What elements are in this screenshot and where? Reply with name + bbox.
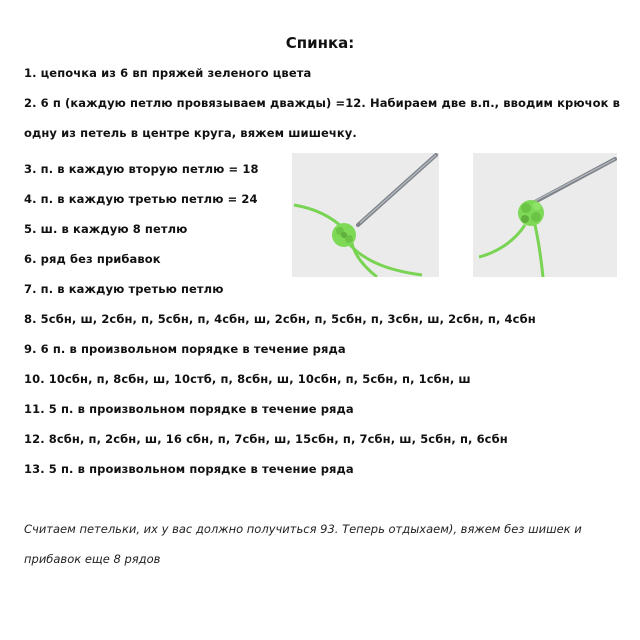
step-11: 11. 5 п. в произвольном порядке в течение ряда: [24, 402, 354, 416]
note-line-1: Считаем петельки, их у вас должно получиться 93. Теперь отдыхаем), вяжем без шишек и: [24, 522, 582, 536]
step-12: 12. 8сбн, п, 2сбн, ш, 16 сбн, п, 7сбн, ш, 15сбн, п, 7сбн, ш, 5сбн, п, 6сбн: [24, 432, 508, 446]
step-7: 7. п. в каждую третью петлю: [24, 282, 224, 296]
step-5: 5. ш. в каждую 8 петлю: [24, 222, 188, 236]
step-8: 8. 5сбн, ш, 2сбн, п, 5сбн, п, 4сбн, ш, 2сбн, п, 5сбн, п, 3сбн, ш, 2сбн, п, 4сбн: [24, 312, 536, 326]
crochet-photo-2: [473, 153, 617, 277]
crochet-photo-1: [292, 153, 439, 277]
step-3: 3. п. в каждую вторую петлю = 18: [24, 162, 259, 176]
step-2: 2. 6 п (каждую петлю провязываем дважды) =12. Набираем две в.п., вводим крючок в: [24, 96, 621, 110]
step-13: 13. 5 п. в произвольном порядке в течение ряда: [24, 462, 354, 476]
step-6: 6. ряд без прибавок: [24, 252, 161, 266]
step-2-continued: одну из петель в центре круга, вяжем шишечку.: [24, 126, 357, 140]
note-line-2: прибавок еще 8 рядов: [24, 552, 161, 566]
step-1: 1. цепочка из 6 вп пряжей зеленого цвета: [24, 66, 312, 80]
step-4: 4. п. в каждую третью петлю = 24: [24, 192, 258, 206]
step-10: 10. 10сбн, п, 8сбн, ш, 10стб, п, 8сбн, ш, 10сбн, п, 5сбн, п, 1сбн, ш: [24, 372, 471, 386]
page-title: Спинка:: [285, 34, 355, 52]
step-9: 9. 6 п. в произвольном порядке в течение ряда: [24, 342, 346, 356]
